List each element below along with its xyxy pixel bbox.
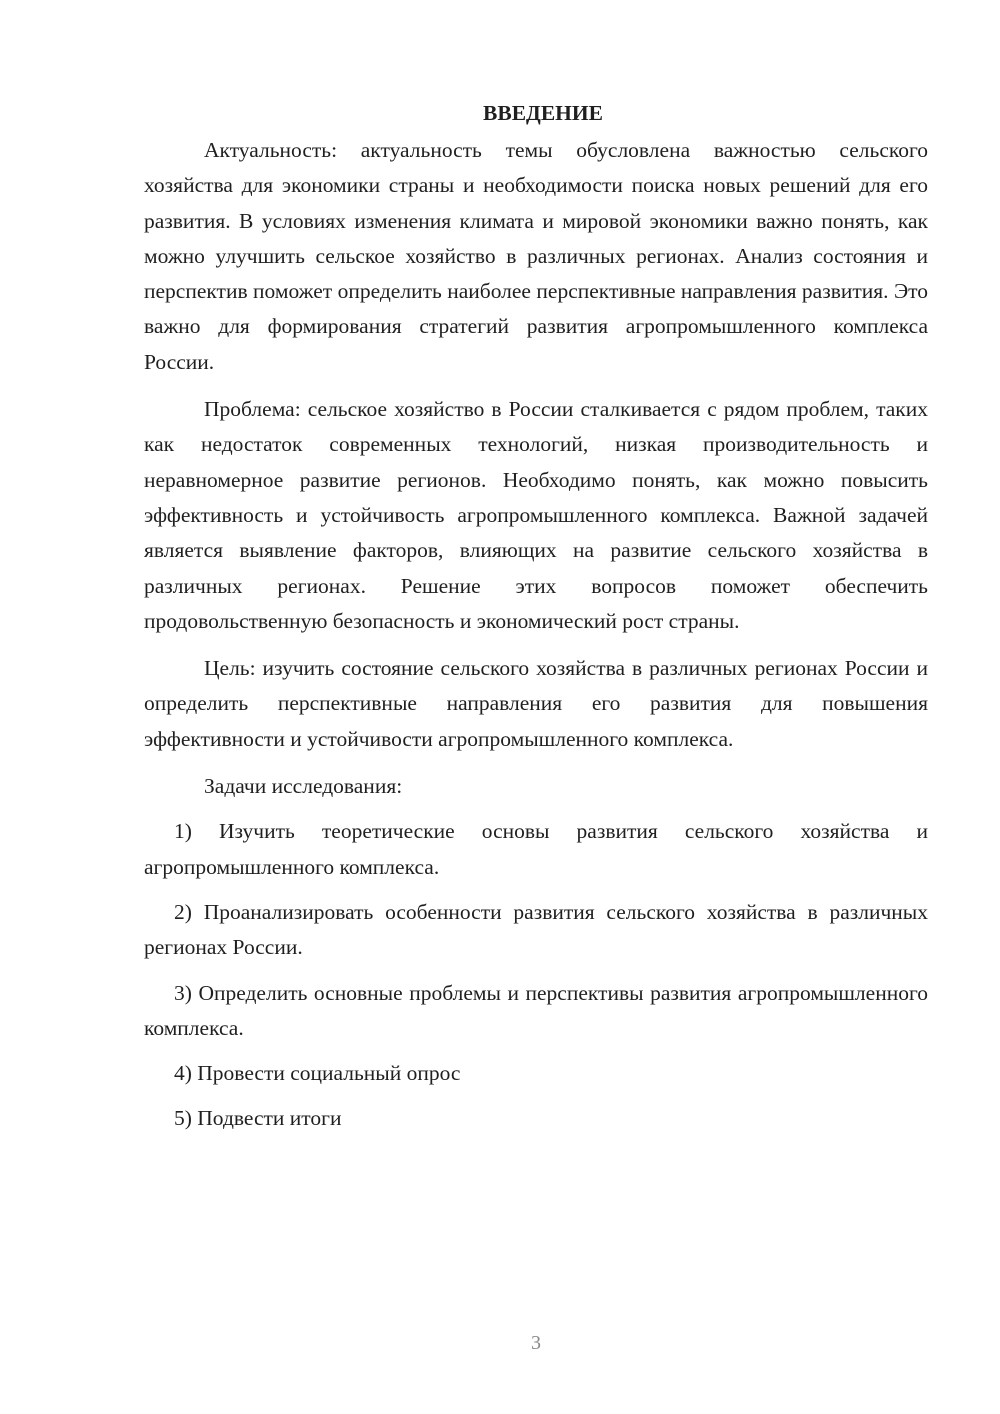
task-item: 1) Изучить теоретические основы развития сельского хозяйства и агропромышленного комплекса. [144,819,928,879]
goal-paragraph: Цель: изучить состояние сельского хозяйства в различных регионах России и определить перспективные направления его развития для повышения эффективности и устойчивости агропромышленного комплекса. [144,656,928,751]
task-item: 2) Проанализировать особенности развития сельского хозяйства в различных регионах России. [144,899,928,960]
relevance-paragraph: Актуальность: актуальность темы обусловлена важностью сельского хозяйства для экономики страны и необходимости поиска новых решений для его развития. В условиях изменения климата и мировой экономики важно понять, как можно улучшить сельское хозяйство в различных регионах. Анализ состояния и перспектив поможет определить наиболее перспективные направления развития. Это важно для формирования стратегий развития агропромышленного комплекса России. [144,138,928,374]
page-number: 3 [531,1332,541,1354]
document-body [144,95,928,1147]
task-item: 4) Провести социальный опрос [174,1061,461,1086]
problem-paragraph: Проблема: сельское хозяйство в России сталкивается с рядом проблем, таких как недостаток современных технологий, низкая производительность и неравномерное развитие регионов. Необходимо понять, как можно повысить эффективность и устойчивость агропромышленного комплекса. Важной задачей является выявление факторов, влияющих на развитие сельского хозяйства в различных регионах. Решение этих вопросов поможет обеспечить продовольственную безопасность и экономический рост страны. [144,397,928,633]
task-item: 3) Определить основные проблемы и перспективы развития агропромышленного комплекса. [144,980,928,1040]
task-item: 5) Подвести итоги [174,1106,342,1131]
tasks-heading: Задачи исследования: [204,774,403,799]
section-heading: ВВЕДЕНИЕ [483,101,603,125]
